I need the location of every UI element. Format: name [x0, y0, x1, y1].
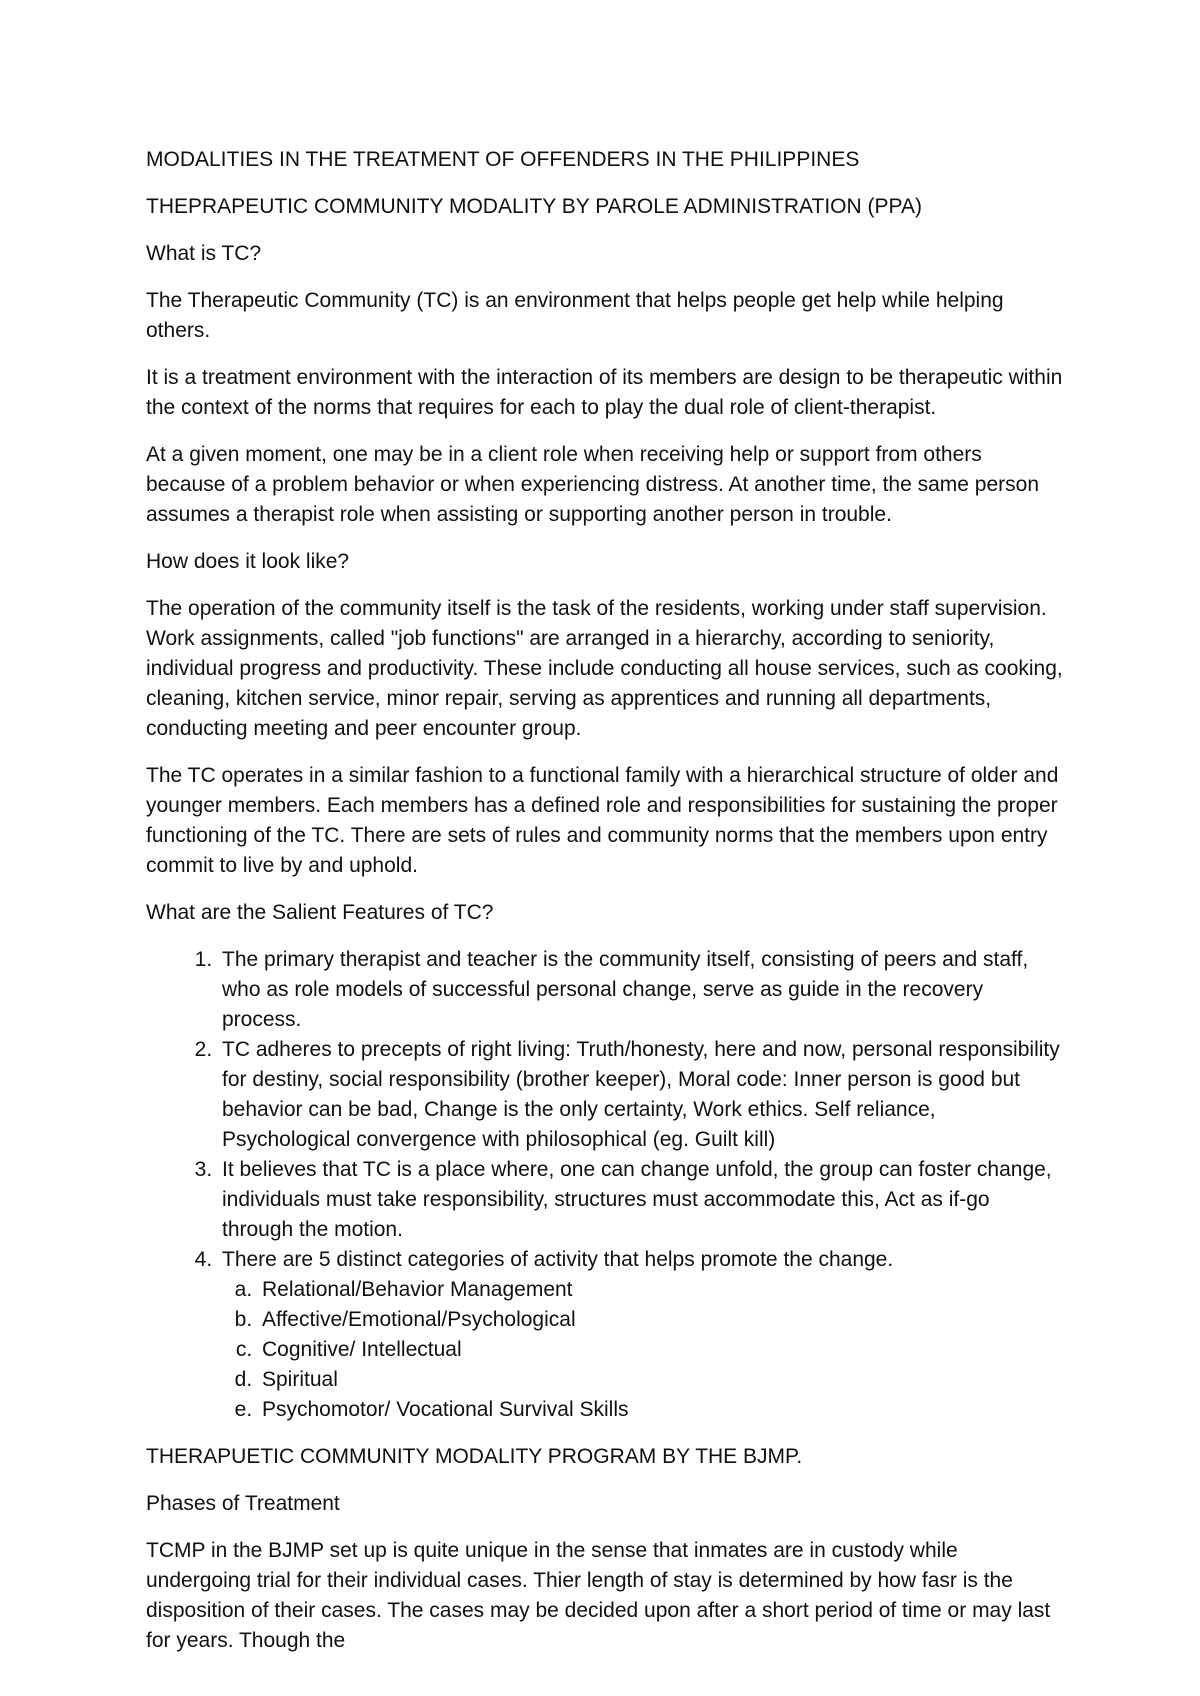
list-item: 2. TC adheres to precepts of right living: Truth/honesty, here and now, personal responsibility for destiny, social responsibility (brother keeper), Moral code: Inner person is good but behavior can be bad, Change is the only certainty, Work ethics. Self reliance, Psychological convergence with philosophical (eg. Guilt kill) [218, 1035, 1066, 1155]
document-subtitle: THEPRAPEUTIC COMMUNITY MODALITY BY PAROLE ADMINISTRATION (PPA) [146, 195, 922, 218]
list-item: e. Psychomotor/ Vocational Survival Skills [258, 1395, 1066, 1425]
list-item: d. Spiritual [258, 1365, 1066, 1395]
question-salient-features: What are the Salient Features of TC? [146, 901, 494, 924]
paragraph-operation: The operation of the community itself is the task of the residents, working under staff supervision. Work assignments, called "job functions" are arranged in a hierarchy, according to seniority, individual progress and productivity. These include conducting all house services, such as cooking, cleaning, kitchen service, minor repair, serving as apprentices and running all departments, conducting meeting and peer encounter group. [146, 597, 1063, 740]
list-item [218, 1245, 1066, 1425]
question-what-is-tc: What is TC? [146, 242, 262, 265]
categories-list [222, 1275, 1066, 1425]
document-title: MODALITIES IN THE TREATMENT OF OFFENDERS IN THE PHILIPPINES [146, 148, 860, 171]
paragraph-environment: It is a treatment environment with the interaction of its members are design to be therapeutic within the context of the norms that requires for each to play the dual role of client-therapist. [146, 366, 1063, 419]
list-item: a. Relational/Behavior Management [258, 1275, 1066, 1305]
list-item: 1. The primary therapist and teacher is the community itself, consisting of peers and staff, who as role models of successful personal change, serve as guide in the recovery process. [218, 945, 1066, 1035]
document-body [146, 145, 1066, 1673]
list-item-text: There are 5 distinct categories of activity that helps promote the change. [222, 1248, 894, 1271]
phases-heading: Phases of Treatment [146, 1492, 340, 1515]
bjmp-heading: THERAPUETIC COMMUNITY MODALITY PROGRAM BY THE BJMP. [146, 1445, 803, 1468]
paragraph-definition: The Therapeutic Community (TC) is an environment that helps people get help while helping others. [146, 289, 1004, 342]
paragraph-family: The TC operates in a similar fashion to a functional family with a hierarchical structure of older and younger members. Each members has a defined role and responsibilities for sustaining the proper functioning of the TC. There are sets of rules and community norms that the members upon entry commit to live by and uphold. [146, 764, 1059, 877]
paragraph-client-role: At a given moment, one may be in a client role when receiving help or support from others because of a problem behavior or when experiencing distress. At another time, the same person assumes a therapist role when assisting or supporting another person in trouble. [146, 443, 1040, 526]
question-how-does-it-look: How does it look like? [146, 550, 350, 573]
paragraph-tcmp: TCMP in the BJMP set up is quite unique in the sense that inmates are in custody while undergoing trial for their individual cases. Thier length of stay is determined by how fasr is the disposition of their cases. The cases may be decided upon after a short period of time or may last for years. Though the [146, 1539, 1051, 1652]
list-item: 3. It believes that TC is a place where, one can change unfold, the group can foster change, individuals must take responsibility, structures must accommodate this, Act as if-go through the motion. [218, 1155, 1066, 1245]
features-list [146, 945, 1066, 1425]
list-item: b. Affective/Emotional/Psychological [258, 1305, 1066, 1335]
list-item: c. Cognitive/ Intellectual [258, 1335, 1066, 1365]
